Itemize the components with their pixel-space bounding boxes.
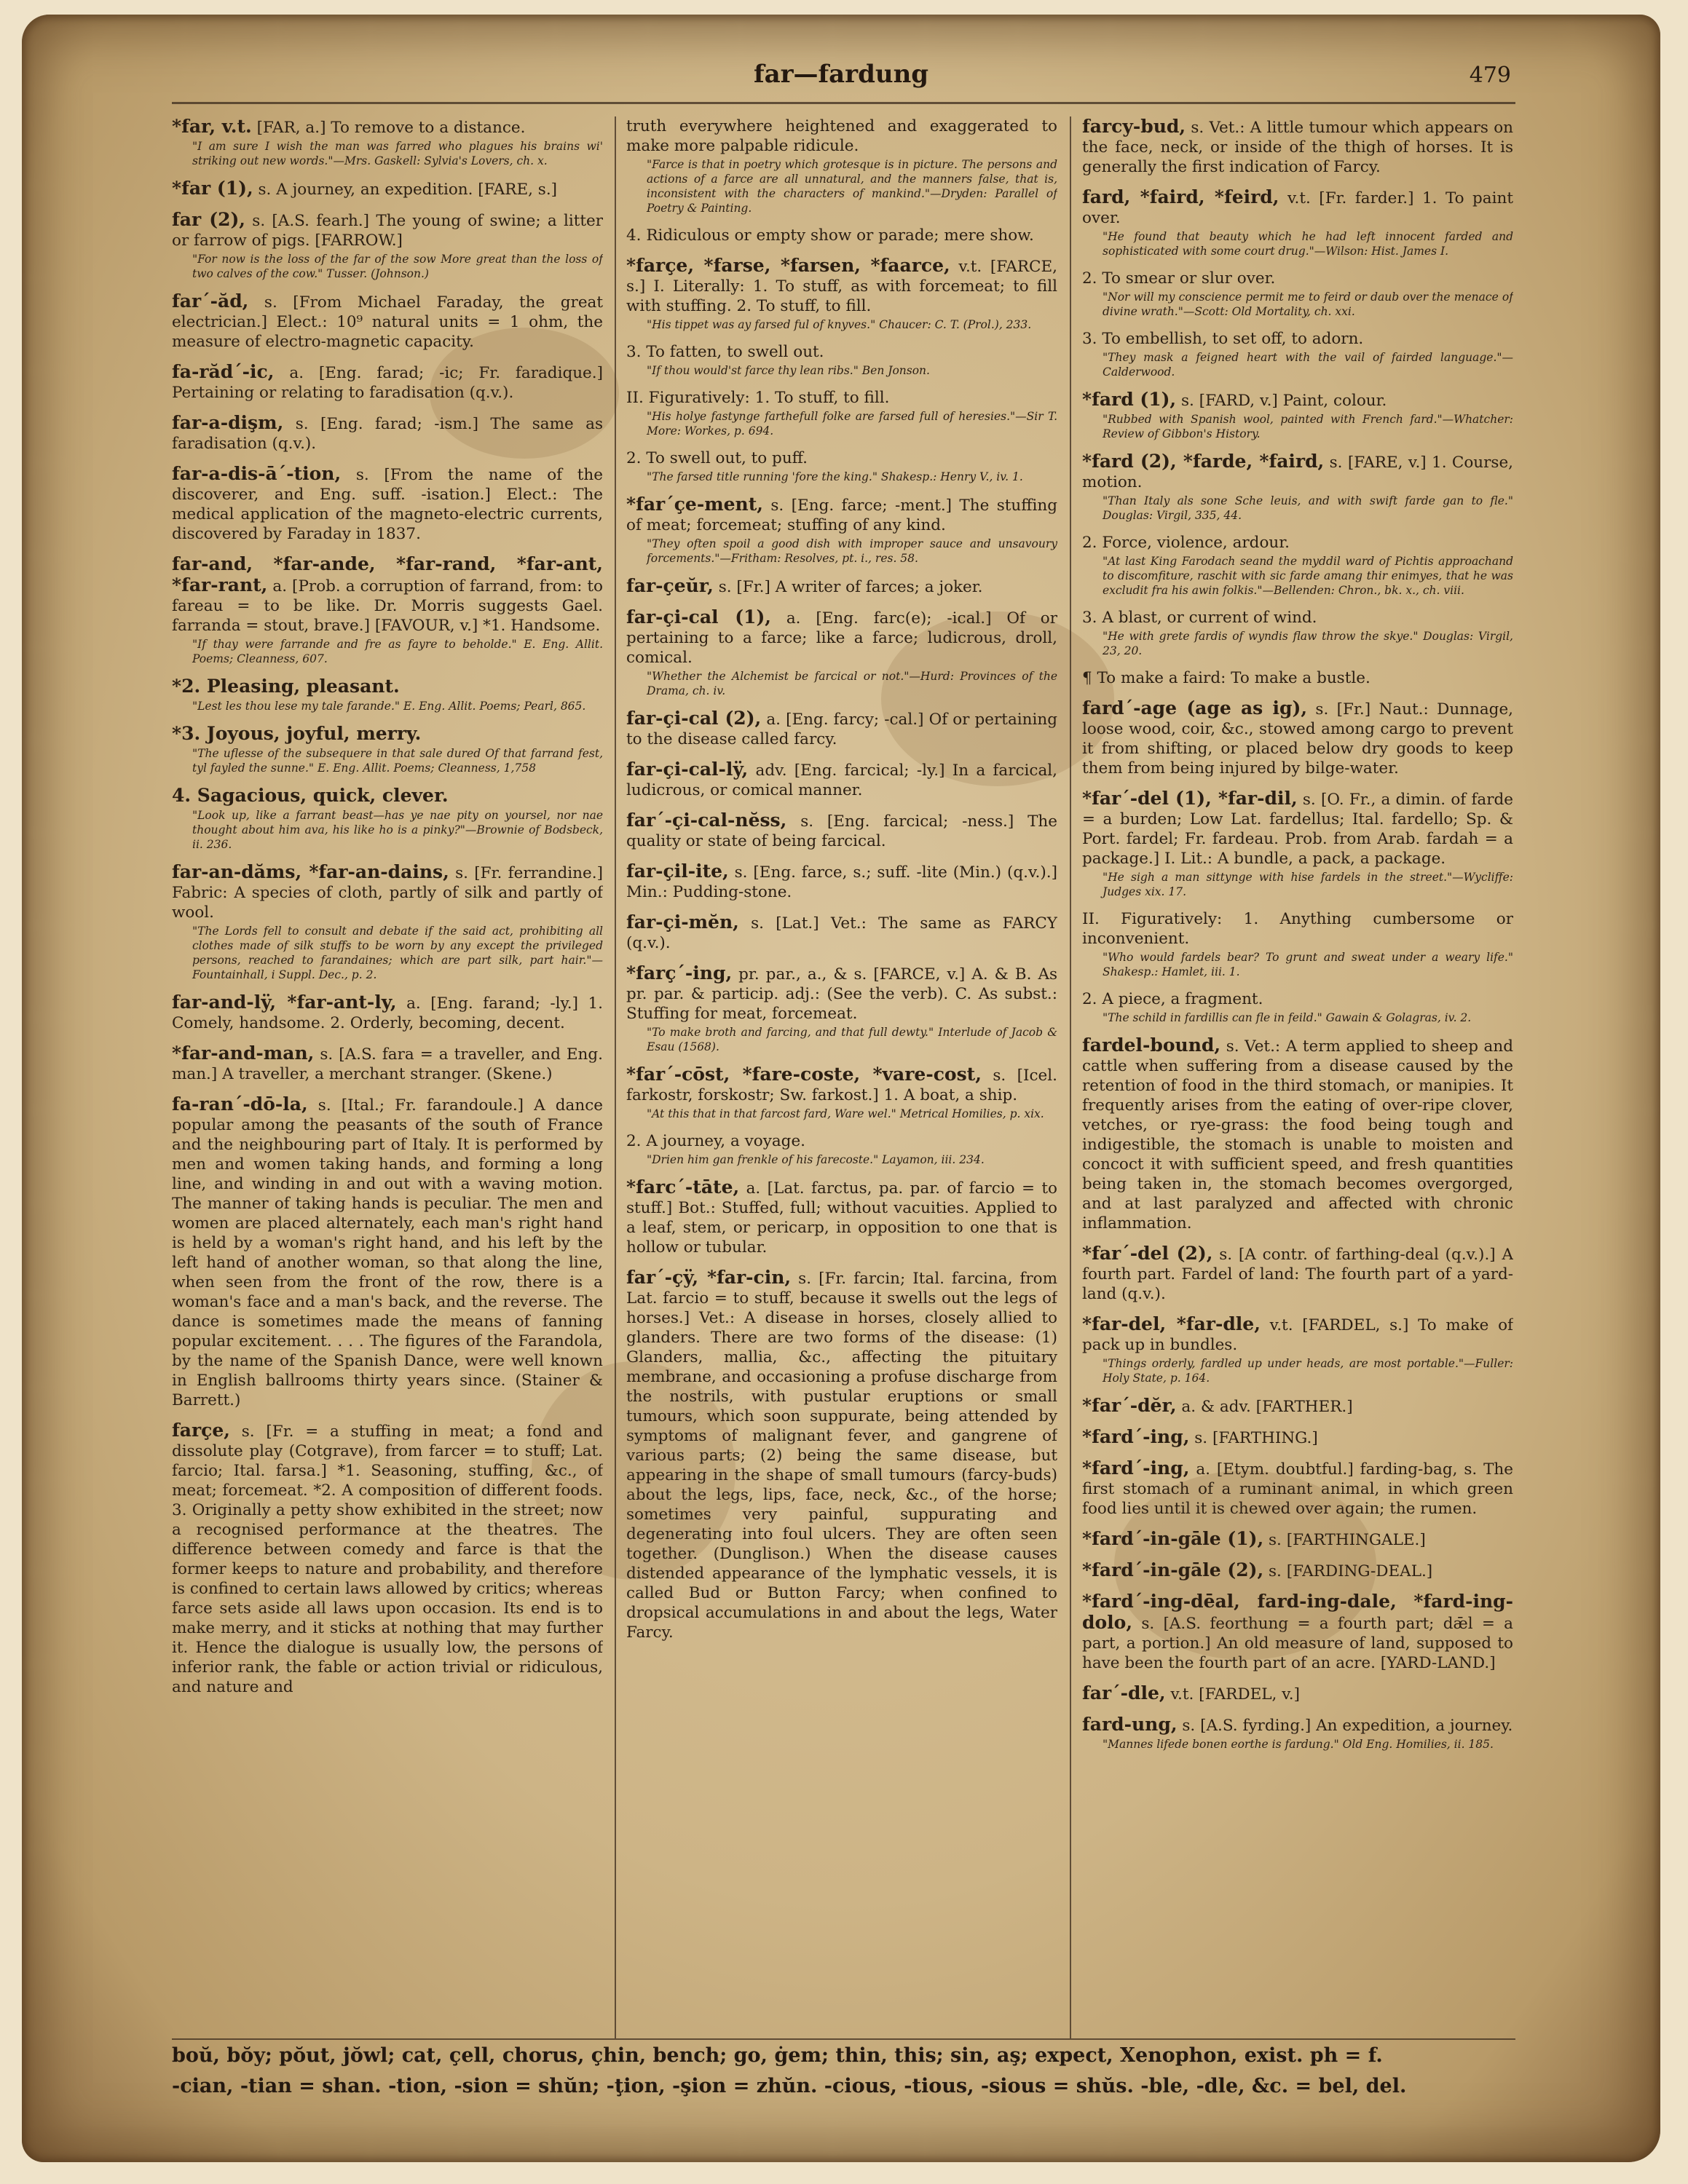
- entry-headword: far´-çÿ, *far-cin,: [626, 1267, 792, 1288]
- dictionary-entry: [172, 210, 603, 281]
- entry-citation: "Nor will my conscience permit me to feird or daub over the menace of divine wrath."—Scott: Old Mortality, ch. xxi.: [1103, 290, 1513, 318]
- entry-definition: II. Figuratively: 1. Anything cumbersome or inconvenient.: [1082, 910, 1513, 948]
- entry-headword: *far´-cōst, *fare-coste, *vare-cost,: [626, 1064, 982, 1085]
- entry-definition: a. [Eng. farcy; -cal.] Of or pertaining to the disease called farcy.: [626, 711, 1057, 748]
- entry-headword: *far´çe-ment,: [626, 494, 763, 515]
- entry-definition: s. Vet.: A little tumour which appears on the face, neck, or inside of the thigh of horses. It is generally the first indication of Farcy.: [1082, 119, 1513, 176]
- entry-citation: "Than Italy als sone Sche leuis, and with swift farde gan to fle." Douglas: Virgil, 335, 44.: [1103, 494, 1513, 522]
- entry-headword: far-and, *far-ande, *far-rand, *far-ant, *far-rant,: [172, 553, 603, 596]
- dictionary-entry: [1082, 1035, 1513, 1233]
- dictionary-entry: [626, 708, 1057, 749]
- entry-headword: *far´-del (2),: [1082, 1243, 1213, 1264]
- entry-headword: *far (1),: [172, 178, 253, 199]
- entry-headword: fard-ung,: [1082, 1714, 1178, 1735]
- entry-headword: far-çil-ite,: [626, 860, 729, 882]
- dictionary-entry: [626, 1131, 1057, 1167]
- entry-citation: "His holye fastynge farthefull folke are farsed full of heresies."—Sir T. More: Workes, p. 694.: [647, 410, 1057, 438]
- entry-definition: a. [Lat. farctus, pa. par. of farcio = to stuff.] Bot.: Stuffed, full; without vacuities. Applied to a leaf, stem, or pericarp, in opposition to one that is hollow or tubular.: [626, 1179, 1057, 1257]
- entry-definition: s. [FARE, v.] 1. Course, motion.: [1082, 454, 1513, 491]
- entry-headword: *far´-dĕr,: [1082, 1395, 1177, 1416]
- dictionary-entry: [1082, 1529, 1513, 1550]
- entry-definition: a. [Eng. farc(e); -ical.] Of or pertaining to a farce; like a farce; ludicrous, droll, comical.: [626, 609, 1057, 667]
- entry-headword: *far´-del (1), *far-dil,: [1082, 788, 1298, 809]
- entry-citation: "To make broth and farcing, and that full dewty." Interlude of Jacob & Esau (1568).: [647, 1026, 1057, 1053]
- dictionary-entry: [1082, 668, 1513, 688]
- entry-headword: far-çi-cal-lÿ,: [626, 759, 749, 780]
- entry-definition: s. [Fr.] A writer of farces; a joker.: [718, 578, 983, 596]
- entry-citation: "The farsed title running 'fore the king." Shakesp.: Henry V., iv. 1.: [647, 470, 1023, 483]
- dictionary-entry: [626, 226, 1057, 245]
- entry-definition: a. & adv. [FARTHER.]: [1181, 1398, 1353, 1416]
- dictionary-entry: [626, 116, 1057, 215]
- entry-definition: a. [Etym. doubtful.] farding-bag, s. The first stomach of a ruminant animal, in which green food lies until it is chewed over again; the rumen.: [1082, 1460, 1513, 1518]
- entry-headword: fard´-age (age as ig),: [1082, 697, 1308, 719]
- entry-definition: [FAR, a.] To remove to a distance.: [256, 119, 526, 137]
- entry-definition: a. [Eng. farad; -ic; Fr. faradique.] Pertaining or relating to faradisation (q.v.).: [172, 364, 603, 402]
- entry-definition: ¶ To make a faird: To make a bustle.: [1082, 669, 1370, 687]
- entry-citation: "At this that in that farcost fard, Ware wel." Metrical Homilies, p. xix.: [647, 1107, 1044, 1120]
- entry-definition: 3. A blast, or current of wind.: [1082, 609, 1317, 627]
- entry-definition: 2. A piece, a fragment.: [1082, 990, 1263, 1008]
- entry-headword: *far, v.t.: [172, 116, 252, 137]
- entry-definition: s. [A.S. fearh.] The young of swine; a litter or farrow of pigs. [FARROW.]: [172, 212, 603, 250]
- entry-citation: "Rubbed with Spanish wool, painted with French fard."—Whatcher: Review of Gibbon's History.: [1103, 413, 1513, 440]
- dictionary-entry: [626, 607, 1057, 698]
- entry-citation: "If thay were farrande and fre as fayre to beholde." E. Eng. Allit. Poems; Cleanness, 607.: [192, 638, 603, 665]
- entry-definition: s. [From the name of the discoverer, and Eng. suff. -isation.] Elect.: The medical application of the magneto-electric currents, discovered by Faraday in 1837.: [172, 466, 603, 543]
- dictionary-entry: [1082, 533, 1513, 598]
- entry-headword: *far-and-man,: [172, 1042, 315, 1064]
- entry-definition: 2. A journey, a voyage.: [626, 1132, 806, 1150]
- entry-definition: 3. To fatten, to swell out.: [626, 343, 824, 361]
- entry-citation: "For now is the loss of the far of the sow More great than the loss of two calves of the cow." Tusser. (Johnson.): [192, 253, 603, 280]
- page-number: 479: [1469, 63, 1511, 88]
- entry-headword: farcy-bud,: [1082, 116, 1186, 137]
- entry-definition: s. [Eng. farad; -ism.] The same as faradisation (q.v.).: [172, 415, 603, 453]
- entry-headword: *fard´-ing,: [1082, 1457, 1190, 1479]
- entry-definition: v.t. [FARDEL, v.]: [1170, 1685, 1301, 1704]
- column-divider: [615, 116, 616, 2038]
- dictionary-entry: [626, 388, 1057, 438]
- dictionary-entry: [626, 576, 1057, 597]
- entry-headword: *farç´-ing,: [626, 962, 733, 984]
- entry-citation: "I am sure I wish the man was farred who plagues his brains wi' striking out new words."—Mrs. Gaskell: Sylvia's Lovers, ch. x.: [192, 140, 603, 167]
- entry-definition: 2. To smear or slur over.: [1082, 269, 1276, 288]
- entry-citation: "Farce is that in poetry which grotesque is in picture. The persons and actions of a farce are all unnatural, and the manners false, that is, inconsistent with the characters of mankind."—Dryden: Parallel of Poetry & Painting.: [647, 158, 1057, 215]
- entry-definition: s. [FARDING-DEAL.]: [1269, 1562, 1433, 1580]
- entry-citation: "The uflesse of the subsequere in that sale dured Of that farrand fest, tyl fayled the sunne." E. Eng. Allit. Poems; Cleanness, 1,758: [192, 747, 603, 775]
- entry-definition: a. [Prob. a corruption of farrand, from: to fareau = to be like. Dr. Morris suggests Gael. farranda = stout, brave.] [FAVOUR, v.] *1. Handsome.: [172, 577, 603, 635]
- dictionary-entry: [1082, 329, 1513, 379]
- entry-definition: s. [A.S. fyrding.] An expedition, a journey.: [1182, 1717, 1513, 1735]
- entry-headword: farçe,: [172, 1420, 230, 1441]
- dictionary-entry: [626, 1064, 1057, 1121]
- dictionary-entry: [172, 1420, 603, 1697]
- entry-citation: "He sigh a man sittynge with hise fardels in the street."—Wycliffe: Judges xix. 17.: [1103, 871, 1513, 898]
- entry-definition: v.t. [FARDEL, s.] To make of pack up in bundles.: [1082, 1316, 1513, 1354]
- entry-definition: s. [FARD, v.] Paint, colour.: [1180, 392, 1387, 410]
- entry-definition: adv. [Eng. farcical; -ly.] In a farcical, ludicrous, or comical manner.: [626, 761, 1057, 799]
- entry-headword: *far-del, *far-dle,: [1082, 1313, 1261, 1334]
- entry-headword: *farc´-tāte,: [626, 1176, 740, 1198]
- dictionary-entry: [172, 362, 603, 403]
- dictionary-entry: [1082, 1427, 1513, 1448]
- entry-definition: s. [Icel. farkostr, forskostr; Sw. farkost.] 1. A boat, a ship.: [626, 1067, 1057, 1104]
- entry-headword: *fard´-ing,: [1082, 1426, 1190, 1447]
- entry-headword: far´-ăd,: [172, 290, 249, 312]
- entry-citation: "Whether the Alchemist be farcical or not."—Hurd: Provinces of the Drama, ch. iv.: [647, 670, 1057, 697]
- entry-headword: *fard´-in-gāle (1),: [1082, 1528, 1264, 1549]
- entry-citation: "The Lords fell to consult and debate if the said act, prohibiting all clothes made of silk stuffs to be worn by any except the privileged persons, reached to farandaines; which are part silk, part hair."—Fountainhall, i Suppl. Dec., p. 2.: [192, 925, 603, 981]
- dictionary-entry: [1082, 116, 1513, 177]
- dictionary-entry: [172, 786, 603, 852]
- entry-headword: *fard (1),: [1082, 389, 1177, 410]
- entry-headword: fardel-bound,: [1082, 1034, 1221, 1056]
- dictionary-entry: [626, 1267, 1057, 1642]
- dictionary-entry: [626, 256, 1057, 332]
- footer-rule: [172, 2038, 1515, 2040]
- column-divider: [1070, 116, 1071, 2038]
- entry-headword: far-a-dis-ā´-tion,: [172, 463, 342, 484]
- pronunciation-key-line-1: boŭ, bŏy; pŏut, jŏwl; cat, çell, chorus, çhin, bench; go, ġem; thin, this; sin, aş; expect, Xenophon, exist. ph = f.: [172, 2044, 1383, 2067]
- entry-citation: "Who would fardels bear? To grunt and sweat under a weary life." Shakesp.: Hamlet, iii. 1.: [1103, 951, 1513, 978]
- entry-headword: far´-çi-cal-nĕss,: [626, 810, 787, 831]
- entry-citation: "Lest les thou lese my tale farande." E. Eng. Allit. Poems; Pearl, 865.: [192, 700, 586, 713]
- dictionary-entry: [172, 992, 603, 1033]
- dictionary-entry: [172, 1094, 603, 1410]
- entry-definition: s. [A contr. of farthing-deal (q.v.).] A fourth part. Fardel of land: The fourth part of a yard-land (q.v.).: [1082, 1246, 1513, 1303]
- entry-definition: s. [Eng. farce; -ment.] The stuffing of meat; forcemeat; stuffing of any kind.: [626, 496, 1057, 534]
- dictionary-column-2: [626, 116, 1057, 2038]
- entry-definition: s. [Eng. farcical; -ness.] The quality or state of being farcical.: [626, 812, 1057, 850]
- entry-definition: s. [Fr.] Naut.: Dunnage, loose wood, coir, &c., stowed among cargo to prevent it from shifting, or placed below dry goods to keep them from being injured by bilge-water.: [1082, 700, 1513, 778]
- entry-citation: "If thou would'st farce thy lean ribs." Ben Jonson.: [647, 364, 930, 377]
- entry-definition: s. [Fr. ferrandine.] Fabric: A species of cloth, partly of silk and partly of wool.: [172, 864, 603, 922]
- entry-definition: 3. To embellish, to set off, to adorn.: [1082, 330, 1364, 348]
- entry-definition: s. [Ital.; Fr. farandoule.] A dance popular among the peasants of the south of France and the neighbouring part of Italy. It is performed by men and women taking hands, and forming a long line, and winding in and out with a waving motion. The manner of taking hands is peculiar. The men and women are placed alternately, each man's right hand is held by a woman's right hand, and his left by the left hand of another woman, so that along the line, when seen from the front of the row, there is a woman's face and a man's back, and the reverse. The dance is sometimes made the means of fanning popular excitement. . . . The figures of the Farandola, by the name of the Spanish Dance, were well known in English ballrooms thirty years since. (Stainer & Barrett.): [172, 1096, 603, 1409]
- dictionary-entry: [1082, 608, 1513, 658]
- dictionary-entry: [172, 676, 603, 713]
- entry-citation: "Drien him gan frenkle of his farecoste." Layamon, iii. 234.: [647, 1153, 985, 1166]
- entry-definition: s. [Fr. = a stuffing in meat; a fond and dissolute play (Cotgrave), from farcer = to stuff; Lat. farcio; Ital. farsa.] *1. Seasoning, stuffing, &c., of meat; forcemeat. *2. A composition of different foods. 3. Originally a petty show exhibited in the street; now a recognised performance at the theatres. The difference between comedy and farce is that the former keeps to nature and probability, and therefore is confined to certain laws allowed by critics; whereas farce sets aside all laws upon occasion. Its end is to make merry, and it sticks at nothing that may further it. Hence the dialogue is usually low, the persons of inferior rank, the fable or action trivial or ridiculous, and nature and: [172, 1423, 603, 1696]
- entry-headword: *2. Pleasing, pleasant.: [172, 676, 400, 697]
- entry-citation: "At last King Farodach seand the myddil ward of Pichtis approachand to discomfiture, raschit with sic farde amang thir enimyes, that he was excludit fra his awin folkis."—Bellenden: Chron., bk. x., ch. viii.: [1103, 555, 1513, 597]
- entry-citation: "Things orderly, fardled up under heads, are most portable."—Fuller: Holy State, p. 164.: [1103, 1357, 1513, 1385]
- entry-headword: fa-răd´-ic,: [172, 361, 275, 382]
- entry-citation: "He found that beauty which he had left innocent farded and sophisticated with some court drug."—Wilson: Hist. James I.: [1103, 230, 1513, 258]
- entry-headword: fa-ran´-dō-la,: [172, 1093, 308, 1115]
- entry-definition: s. [Lat.] Vet.: The same as FARCY (q.v.).: [626, 914, 1057, 952]
- entry-definition: 2. Force, violence, ardour.: [1082, 534, 1290, 552]
- entry-definition: s. [FARTHINGALE.]: [1269, 1531, 1426, 1549]
- entry-definition: 4. Ridiculous or empty show or parade; mere show.: [626, 226, 1034, 245]
- dictionary-entry: [1082, 269, 1513, 319]
- dictionary-entry: [172, 862, 603, 982]
- dictionary-entry: [1082, 1458, 1513, 1519]
- entry-headword: far´-dle,: [1082, 1682, 1166, 1704]
- dictionary-entry: [172, 724, 603, 775]
- entry-headword: far-an-dăms, *far-an-dains,: [172, 861, 449, 882]
- dictionary-entry: [1082, 1314, 1513, 1385]
- entry-definition: s. [A.S. feorthung = a fourth part; dǣl = a part, a portion.] An old measure of land, supposed to have been the fourth part of an acre. [YARD-LAND.]: [1082, 1615, 1513, 1672]
- entry-headword: far-çi-cal (1),: [626, 606, 771, 628]
- entry-definition: s. [A.S. fara = a traveller, and Eng. man.] A traveller, a merchant stranger. (Skene.): [172, 1045, 603, 1083]
- entry-definition: 2. To swell out, to puff.: [626, 449, 808, 467]
- dictionary-entry: [1082, 187, 1513, 258]
- dictionary-entry: [1082, 1714, 1513, 1752]
- entry-definition: pr. par., a., & s. [FARCE, v.] A. & B. As pr. par. & particip. adj.: (See the verb). C. As subst.: Stuffing for meat, forcemeat.: [626, 965, 1057, 1023]
- entry-definition: truth everywhere heightened and exaggerated to make more palpable ridicule.: [626, 117, 1057, 155]
- dictionary-column-3: [1082, 116, 1513, 2038]
- dictionary-entry: [626, 912, 1057, 953]
- entry-headword: far-çi-mĕn,: [626, 911, 739, 933]
- dictionary-entry: [172, 554, 603, 666]
- dictionary-entry: [626, 810, 1057, 851]
- entry-headword: *3. Joyous, joyful, merry.: [172, 723, 422, 744]
- dictionary-entry: [172, 1043, 603, 1084]
- dictionary-entry: [172, 464, 603, 544]
- page-title: far—fardung: [753, 60, 929, 89]
- entry-definition: s. A journey, an expedition. [FARE, s.]: [258, 181, 558, 199]
- entry-headword: 4. Sagacious, quick, clever.: [172, 785, 449, 806]
- dictionary-column-1: [172, 116, 603, 2038]
- entry-citation: "His tippet was ay farsed ful of knyves." Chaucer: C. T. (Prol.), 233.: [647, 318, 1032, 331]
- entry-definition: s. [From Michael Faraday, the great electrician.] Elect.: 10⁹ natural units = 1 ohm, the measure of electro-magnetic capacity.: [172, 293, 603, 351]
- entry-headword: *fard (2), *farde, *faird,: [1082, 451, 1325, 472]
- entry-definition: a. [Eng. farand; -ly.] 1. Comely, handsome. 2. Orderly, becoming, decent.: [172, 994, 603, 1032]
- entry-definition: s. [Eng. farce, s.; suff. -lite (Min.) (q.v.).] Min.: Pudding-stone.: [626, 863, 1057, 901]
- entry-citation: "Mannes lifede bonen eorthe is fardung." Old Eng. Homilies, ii. 185.: [1103, 1738, 1494, 1751]
- dictionary-entry: [1082, 698, 1513, 778]
- entry-definition: s. [Fr. farcin; Ital. farcina, from Lat. farcio = to stuff, because it swells out the legs of horses.] Vet.: A disease in horses, closely allied to glanders. There are two forms of the disease: (1) Glanders, mallia, &c., affecting the pituitary membrane, and occasioning a profuse discharge from the nostrils, with pustular eruptions or small tumours, which soon suppurate, being attended by symptoms of malignant fever, and gangrene of various parts; (2) being the same disease, but appearing in the shape of small tumours (farcy-buds) about the legs, lips, face, neck, &c., of the horse; sometimes very painful, suppurating and degenerating into foul ulcers. They are often seen together. (Dunglison.) When the disease causes distended appearance of the lymphatic vessels, it is called Bud or Button Farcy; when confined to dropsical accumulations in and about the legs, Water Farcy.: [626, 1270, 1057, 1642]
- entry-definition: s. Vet.: A term applied to sheep and cattle when suffering from a disease caused by the retention of food in the third stomach, or manipies. It frequently arises from the eating of over-ripe clover, vetches, or rye-grass: the food being tough and indigestible, the stomach is unable to moisten and concoct it with sufficient speed, and fresh quantities being taken in, the stomach becomes overgorged, and at last paralyzed and affected with chronic inflammation.: [1082, 1037, 1513, 1233]
- dictionary-entry: [1082, 1591, 1513, 1673]
- entry-citation: "The schild in fardillis can fle in feild." Gawain & Golagras, iv. 2.: [1103, 1011, 1472, 1024]
- entry-headword: *fard´-in-gāle (2),: [1082, 1559, 1264, 1580]
- header-rule: [172, 102, 1515, 104]
- dictionary-entry: [626, 494, 1057, 566]
- dictionary-entry: [1082, 451, 1513, 523]
- entry-headword: *fard´-ing-dēal, fard-ing-dale, *fard-ing-dolo,: [1082, 1591, 1513, 1633]
- dictionary-entry: [172, 413, 603, 454]
- pronunciation-key-line-2: -cian, -tian = shan. -tion, -sion = shŭn; -ţion, -şion = zhŭn. -cious, -tious, -sious = shŭs. -ble, -dle, &c. = bel, del.: [172, 2075, 1407, 2097]
- entry-definition: s. [O. Fr., a dimin. of farde = a burden; Low Lat. fardellus; Ital. fardello; Sp. & Port. fardel; Fr. fardeau. Prob. from Arab. fardah = a package.] I. Lit.: A bundle, a pack, a package.: [1082, 791, 1513, 868]
- dictionary-entry: [1082, 1396, 1513, 1417]
- entry-headword: far-çeŭr,: [626, 575, 714, 596]
- dictionary-entry: [172, 178, 603, 199]
- entry-headword: far-and-lÿ, *far-ant-ly,: [172, 992, 397, 1013]
- dictionary-entry: [172, 116, 603, 168]
- dictionary-entry: [1082, 389, 1513, 441]
- dictionary-entry: [172, 291, 603, 352]
- dictionary-entry: [1082, 1243, 1513, 1304]
- entry-citation: "He with grete fardis of wyndis flaw throw the skye." Douglas: Virgil, 23, 20.: [1103, 630, 1513, 657]
- entry-citation: "They often spoil a good dish with improper sauce and unsavoury forcements."—Fritham: Resolves, pt. i., res. 58.: [647, 537, 1057, 565]
- entry-headword: far (2),: [172, 209, 246, 230]
- entry-headword: far-a-dişm,: [172, 412, 284, 433]
- dictionary-entry: [626, 963, 1057, 1054]
- entry-definition: II. Figuratively: 1. To stuff, to fill.: [626, 389, 890, 407]
- entry-headword: far-çi-cal (2),: [626, 708, 762, 729]
- dictionary-entry: [1082, 788, 1513, 899]
- entry-definition: v.t. [Fr. farder.] 1. To paint over.: [1082, 189, 1513, 227]
- dictionary-entry: [1082, 909, 1513, 979]
- dictionary-entry: [626, 759, 1057, 800]
- dictionary-entry: [626, 448, 1057, 484]
- dictionary-entry: [626, 342, 1057, 378]
- entry-headword: fard, *faird, *feird,: [1082, 186, 1279, 207]
- dictionary-entry: [626, 1177, 1057, 1257]
- entry-definition: v.t. [FARCE, s.] I. Literally: 1. To stuff, as with forcemeat; to fill with stuffing. 2. To stuff, to fill.: [626, 258, 1057, 315]
- dictionary-entry: [626, 861, 1057, 902]
- dictionary-entry: [1082, 1683, 1513, 1704]
- entry-headword: *farçe, *farse, *farsen, *faarce,: [626, 255, 950, 276]
- entry-citation: "Look up, like a farrant beast—has ye nae pity on yoursel, nor nae thought about him ava, his like ho is a pinky?"—Brownie of Bodsbeck, ii. 236.: [192, 809, 603, 851]
- dictionary-entry: [1082, 1560, 1513, 1581]
- dictionary-entry: [1082, 989, 1513, 1025]
- entry-citation: "They mask a feigned heart with the vail of fairded language."—Calderwood.: [1103, 351, 1513, 379]
- entry-definition: s. [FARTHING.]: [1194, 1429, 1318, 1447]
